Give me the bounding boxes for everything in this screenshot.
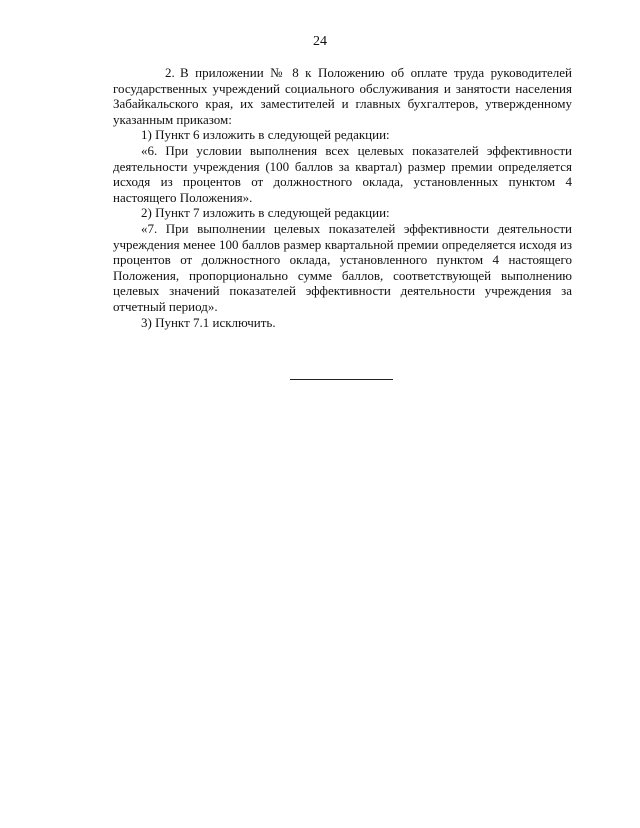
item-text: В приложении № 8 к Положению об оплате труда руководителей государственных учреждений социального обслуживания и занятости населения Забайкальского края, их заместителей и главных бухгалтеров, утвержденному указанным приказом:	[113, 65, 572, 127]
document-body	[113, 65, 572, 330]
item-number: 2.	[165, 65, 175, 80]
separator-line	[290, 379, 393, 380]
clause-6-text: «6. При условии выполнения всех целевых показателей эффективности деятельности учреждения (100 баллов за квартал) размер премии определяется исходя из процентов от должностного оклада, установленных пунктом 4 настоящего Положения».	[113, 142, 572, 205]
page-number: 24	[313, 34, 327, 49]
subitem-3-text: 3) Пункт 7.1 исключить.	[141, 314, 276, 330]
item-2-paragraph	[113, 65, 572, 127]
clause-7-text: «7. При выполнении целевых показателей эффективности деятельности учреждения менее 100 баллов размер квартальной премии определяется исходя из процентов от должностного оклада, установленного пунктом 4 настоящего Положения, пропорционально сумме баллов, соответствующей выполнению целевых значений показателей эффективности деятельности учреждения за отчетный период».	[113, 220, 572, 314]
subitem-1-heading: 1) Пункт 6 изложить в следующей редакции:	[141, 127, 390, 143]
subitem-2-heading: 2) Пункт 7 изложить в следующей редакции:	[141, 205, 390, 221]
